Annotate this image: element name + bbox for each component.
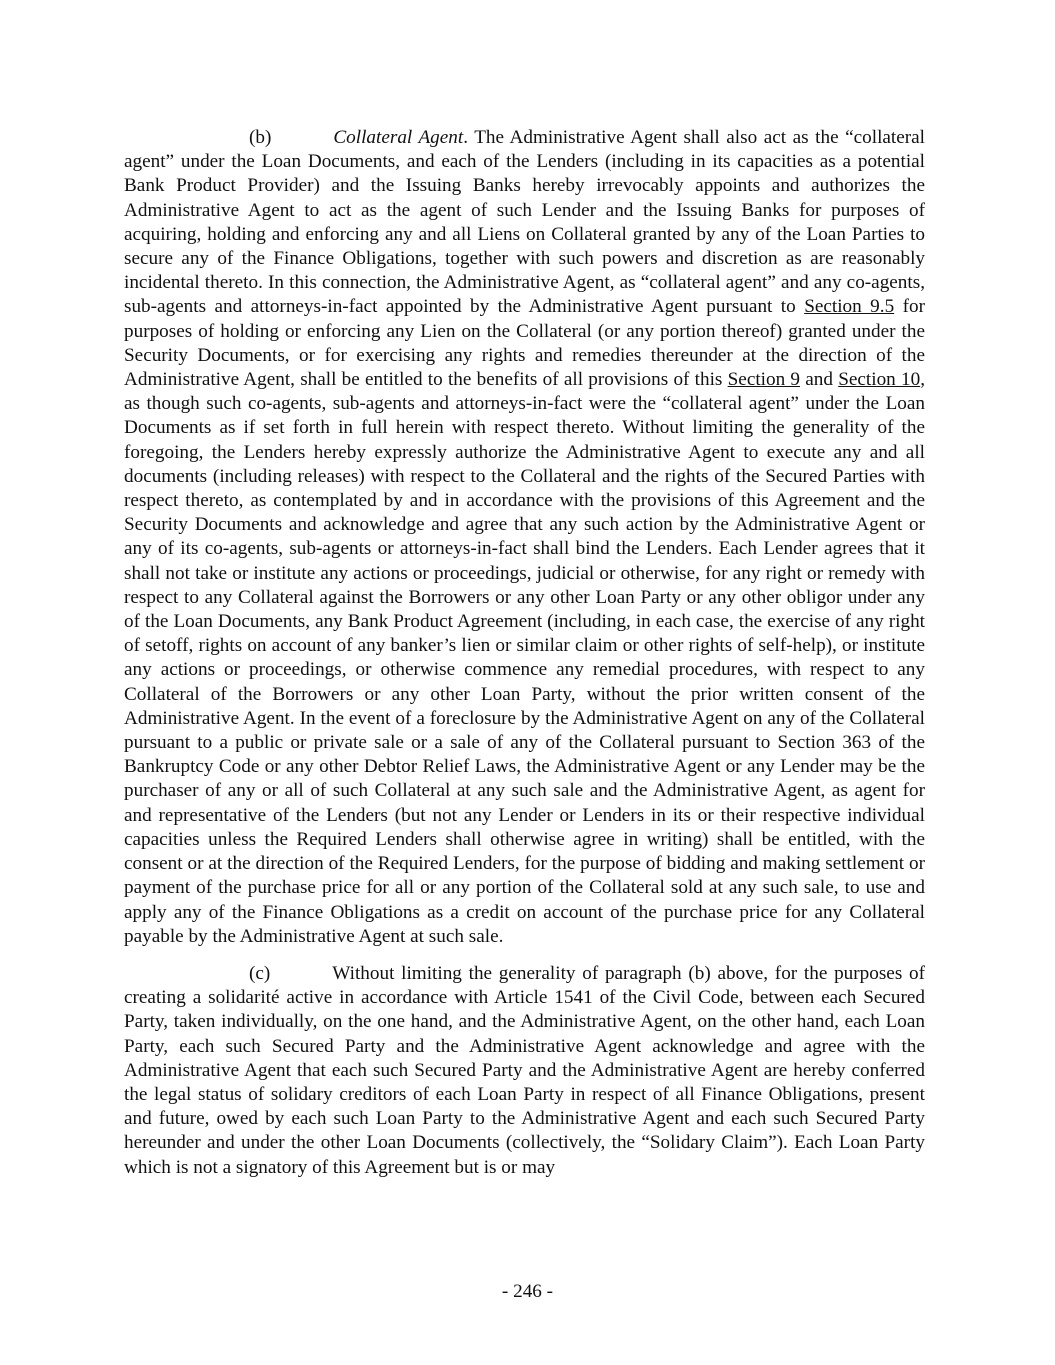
paragraph-b: [124, 126, 925, 949]
paragraph-c-label: (c): [249, 962, 271, 984]
section-10-reference: Section 10: [838, 369, 921, 391]
paragraph-b-heading-period: .: [463, 127, 469, 148]
paragraph-b-label: (b): [249, 127, 272, 148]
paragraph-b-text-1: The Administrative Agent shall also act as the “collateral agent” under the Loan Documents, and each of the Lenders (including in its capacities as a potential Bank Product Provider) and the Issuing Banks hereby irrevocably appoints and authorizes the Administrative Agent to act as the agent of such Lender and the Issuing Banks for purposes of acquiring, holding and enforcing any and all Liens on Collateral granted by any of the Loan Parties to secure any of the Finance Obligations, together with such powers and discretion as are reasonably incidental thereto. In this connection, the Administrative Agent, as “collateral agent” and any co-agents, sub-agents and attorneys-in-fact appointed by the Administrative Agent pursuant to: [124, 127, 926, 318]
paragraph-b-heading: Collateral Agent: [333, 127, 464, 148]
page-number: - 246 -: [501, 1281, 554, 1302]
section-9-5-reference: Section 9.5: [804, 296, 895, 318]
paragraph-b-text-2: for purposes of holding or enforcing any Lien on the Collateral (or any portion thereof) granted under the Security Documents, or for exercising any rights and remedies thereunder at the direction of the Administrative Agent, shall be entitled to the benefits of all provisions of this: [124, 296, 925, 391]
paragraph-c-text: Without limiting the generality of paragraph (b) above, for the purposes of creating a solidarité active in accordance with Article 1541 of the Civil Code, between each Secured Party, taken individually, on the one hand, and the Administrative Agent, on the other hand, each Loan Party, each such Secured Party and the Administrative Agent acknowledge and agree with the Administrative Agent that each such Secured Party and the Administrative Agent are hereby conferred the legal status of solidary creditors of each Loan Party in respect of all Finance Obligations, present and future, owed by each such Loan Party to the Administrative Agent and each such Secured Party hereunder and under the other Loan Documents (collectively, the “Solidary Claim”). Each Loan Party which is not a signatory of this Agreement but is or may: [124, 962, 925, 1178]
section-9-reference: Section 9: [727, 369, 801, 391]
paragraph-b-text-4: , as though such co-agents, sub-agents and attorneys-in-fact were the “collateral agent” under the Loan Documents as if set forth in full herein with respect thereto. Without limiting the generality of the foregoing, the Lenders hereby expressly authorize the Administrative Agent to execute any and all documents (including releases) with respect to the Collateral and the rights of the Secured Parties with respect thereto, as contemplated by and in accordance with the provisions of this Agreement and the Security Documents and acknowledge and agree that any such action by the Administrative Agent or any of its co-agents, sub-agents or attorneys-in-fact shall bind the Lenders. Each Lender agrees that it shall not take or institute any actions or proceedings, judicial or otherwise, for any right or remedy with respect to any Collateral against the Borrowers or any other Loan Party or any other obligor under any of the Loan Documents, any Bank Product Agreement (including, in each case, the exercise of any right of setoff, rights on account of any banker’s lien or similar claim or other rights of self-help), or institute any actions or proceedings, or otherwise commence any remedial procedures, with respect to any Collateral of the Borrowers or any other Loan Party, without the prior written consent of the Administrative Agent. In the event of a foreclosure by the Administrative Agent on any of the Collateral pursuant to a public or private sale or a sale of any of the Collateral pursuant to Section 363 of the Bankruptcy Code or any other Debtor Relief Laws, the Administrative Agent or any Lender may be the purchaser of any or all of such Collateral at any such sale and the Administrative Agent, as agent for and representative of the Lenders (but not any Lender or Lenders in its or their respective individual capacities unless the Required Lenders shall otherwise agree in writing) shall be entitled, with the consent or at the direction of the Required Lenders, for the purpose of bidding and making settlement or payment of the purchase price for all or any portion of the Collateral sold at any such sale, to use and apply any of the Finance Obligations as a credit on account of the purchase price for any Collateral payable by the Administrative Agent at such sale.: [124, 369, 925, 947]
paragraph-b-text-3: and: [800, 369, 839, 391]
paragraph-c: [124, 962, 925, 1180]
document-body: [124, 126, 925, 1193]
